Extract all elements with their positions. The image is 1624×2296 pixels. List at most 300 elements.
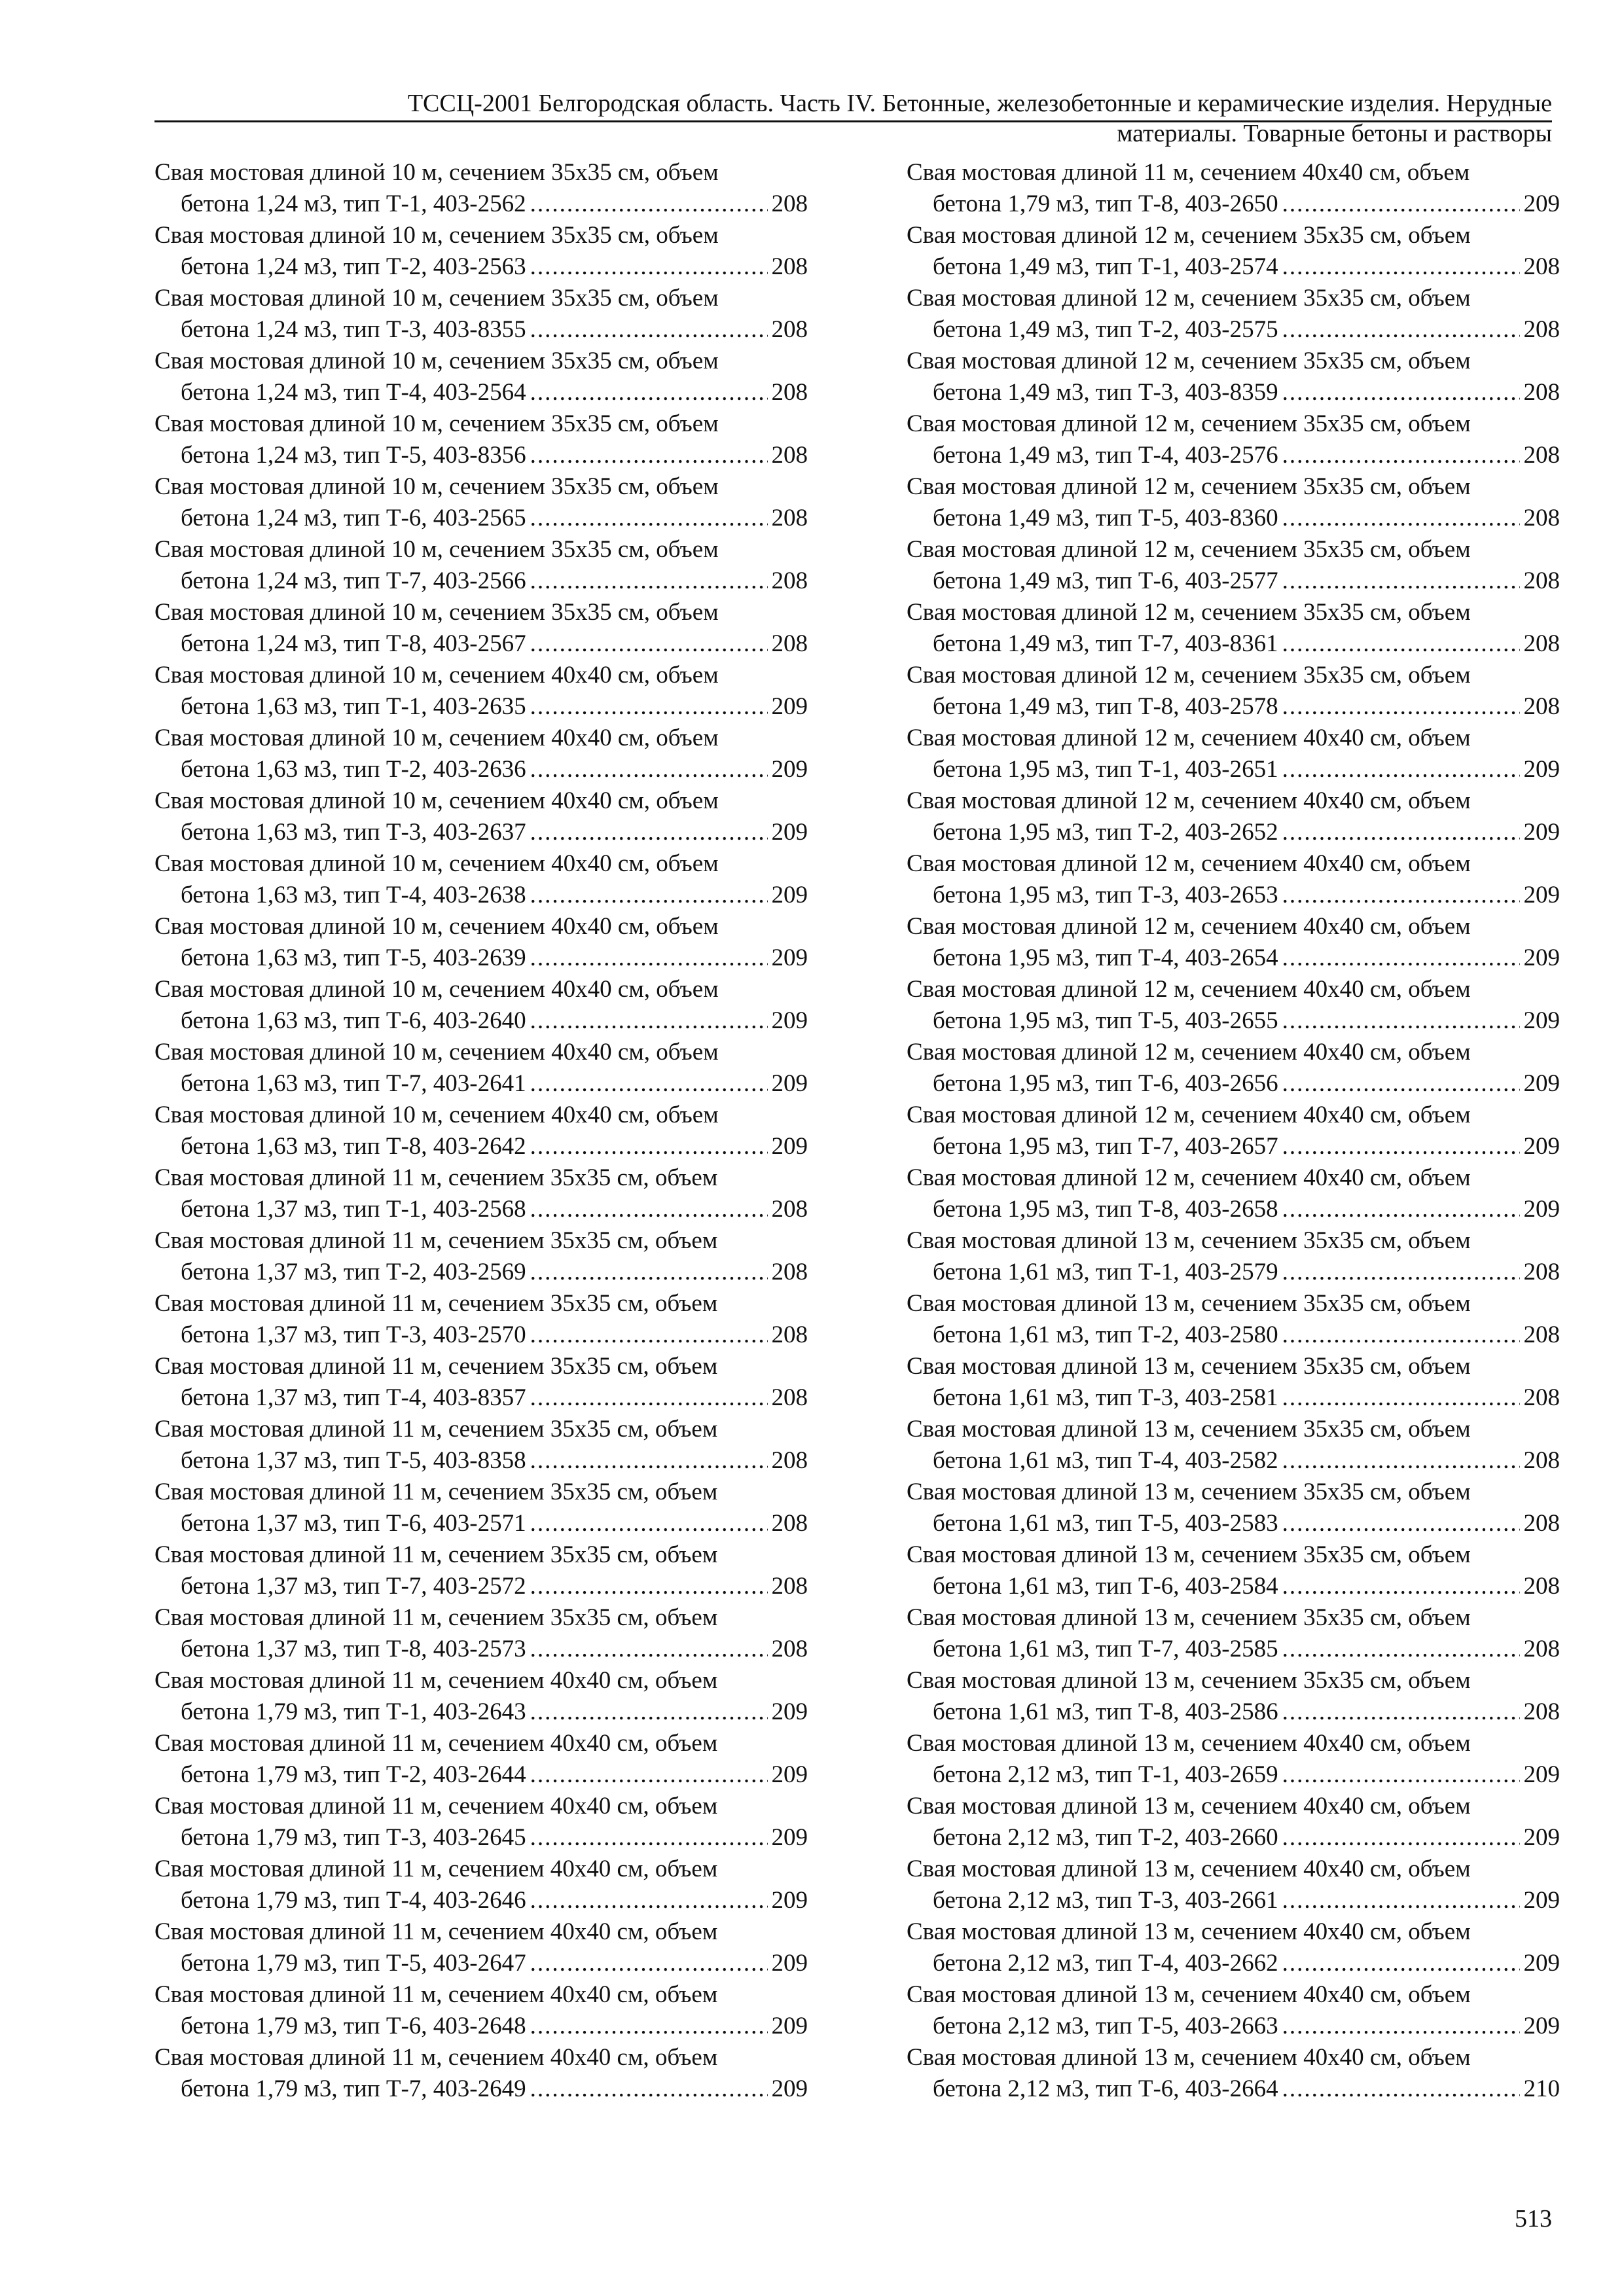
entry-page-ref: 209: [771, 882, 808, 908]
entry-detail: бетона 1,79 м3, тип Т-8, 403-2650: [933, 190, 1278, 217]
entry-page-ref: 208: [771, 1636, 808, 1662]
dot-leader: [530, 1131, 768, 1162]
dot-leader: [1282, 314, 1520, 346]
entry-title: Свая мостовая длиной 13 м, сечением 35х35 см, объем: [907, 1667, 1471, 1694]
entry-detail-line: [154, 1445, 808, 1477]
entry-detail-line: [907, 942, 1560, 974]
entry-detail-line: [154, 188, 808, 220]
entry-detail-line: [907, 1257, 1560, 1288]
entry-title: Свая мостовая длиной 10 м, сечением 40х40 см, объем: [154, 850, 719, 877]
entry-page-ref: 208: [1523, 1636, 1560, 1662]
entry-page-ref: 209: [771, 1007, 808, 1034]
entry-page-ref: 209: [771, 2013, 808, 2039]
index-entry: [154, 283, 808, 346]
entry-page-ref: 209: [1523, 1070, 1560, 1097]
entry-title: Свая мостовая длиной 11 м, сечением 35х35 см, объем: [154, 1604, 718, 1631]
dot-leader: [1282, 754, 1520, 785]
entry-detail-line: [907, 1948, 1560, 1979]
entry-title: Свая мостовая длиной 11 м, сечением 35х35 см, объем: [154, 1479, 718, 1505]
entry-title: Свая мостовая длиной 12 м, сечением 35х35 см, объем: [907, 222, 1471, 249]
entry-detail: бетона 1,24 м3, тип Т-2, 403-2563: [181, 253, 526, 280]
entry-detail: бетона 1,37 м3, тип Т-3, 403-2570: [181, 1321, 526, 1348]
entry-title: Свая мостовая длиной 10 м, сечением 35х35 см, объем: [154, 348, 719, 374]
dot-leader: [530, 1885, 768, 1916]
entry-detail-line: [154, 1822, 808, 1854]
entry-detail-line: [154, 691, 808, 723]
index-entry: [154, 1477, 808, 1539]
entry-title: Свая мостовая длиной 12 м, сечением 40х40 см, объем: [907, 1164, 1471, 1191]
entry-detail: бетона 1,49 м3, тип Т-2, 403-2575: [933, 316, 1278, 343]
entry-detail: бетона 2,12 м3, тип Т-5, 403-2663: [933, 2013, 1278, 2039]
index-entry: [907, 1477, 1560, 1539]
entry-page-ref: 209: [771, 1824, 808, 1851]
entry-detail-line: [154, 1319, 808, 1351]
entry-page-ref: 209: [771, 2075, 808, 2102]
dot-leader: [1282, 1571, 1520, 1602]
entry-detail-line: [154, 1382, 808, 1414]
dot-leader: [1282, 1759, 1520, 1791]
entry-title: Свая мостовая длиной 10 м, сечением 40х40 см, объем: [154, 1102, 719, 1128]
entry-title: Свая мостовая длиной 12 м, сечением 35х35 см, объем: [907, 285, 1471, 312]
entry-title: Свая мостовая длиной 13 м, сечением 40х40 см, объем: [907, 1918, 1471, 1945]
entry-title: Свая мостовая длиной 10 м, сечением 40х40 см, объем: [154, 725, 719, 751]
entry-title: Свая мостовая длиной 12 м, сечением 40х40 см, объем: [907, 850, 1471, 877]
entry-page-ref: 208: [1523, 1384, 1560, 1411]
index-entry: [907, 2042, 1560, 2105]
entry-title: Свая мостовая длиной 12 м, сечением 35х35 см, объем: [907, 348, 1471, 374]
dot-leader: [1282, 188, 1520, 220]
page-number: 513: [1515, 2205, 1552, 2233]
entry-detail: бетона 1,24 м3, тип Т-1, 403-2562: [181, 190, 526, 217]
entry-title: Свая мостовая длиной 11 м, сечением 35х35 см, объем: [154, 1416, 718, 1443]
entry-detail-line: [907, 1885, 1560, 1916]
dot-leader: [530, 2011, 768, 2042]
entry-title: Свая мостовая длиной 12 м, сечением 40х40 см, объем: [907, 913, 1471, 940]
entry-title: Свая мостовая длиной 12 м, сечением 35х35 см, объем: [907, 536, 1471, 563]
entry-page-ref: 209: [771, 819, 808, 846]
entry-detail-line: [907, 1445, 1560, 1477]
entry-page-ref: 209: [771, 1070, 808, 1097]
entry-detail: бетона 1,63 м3, тип Т-1, 403-2635: [181, 693, 526, 720]
entry-title: Свая мостовая длиной 13 м, сечением 40х40 см, объем: [907, 1856, 1471, 1882]
entry-detail: бетона 1,37 м3, тип Т-7, 403-2572: [181, 1573, 526, 1600]
entry-page-ref: 208: [1523, 253, 1560, 280]
entry-title: Свая мостовая длиной 12 м, сечением 40х40 см, объем: [907, 1102, 1471, 1128]
entry-page-ref: 210: [1523, 2075, 1560, 2102]
dot-leader: [1282, 251, 1520, 283]
entry-page-ref: 208: [1523, 1698, 1560, 1725]
entry-title: Свая мостовая длиной 12 м, сечением 35х35 см, объем: [907, 410, 1471, 437]
dot-leader: [530, 314, 768, 346]
dot-leader: [530, 440, 768, 471]
entry-detail-line: [154, 2011, 808, 2042]
dot-leader: [530, 691, 768, 723]
entry-detail: бетона 1,24 м3, тип Т-3, 403-8355: [181, 316, 526, 343]
entry-page-ref: 209: [771, 1887, 808, 1914]
entry-detail: бетона 1,49 м3, тип Т-5, 403-8360: [933, 505, 1278, 531]
entry-detail: бетона 1,79 м3, тип Т-1, 403-2643: [181, 1698, 526, 1725]
entry-detail: бетона 2,12 м3, тип Т-1, 403-2659: [933, 1761, 1278, 1788]
entry-page-ref: 208: [771, 190, 808, 217]
dot-leader: [530, 1571, 768, 1602]
dot-leader: [1282, 691, 1520, 723]
index-entry: [154, 534, 808, 597]
entry-page-ref: 209: [1523, 190, 1560, 217]
index-column-left: [154, 157, 808, 2105]
entry-detail-line: [154, 251, 808, 283]
dot-leader: [530, 1634, 768, 1665]
index-entry: [154, 157, 808, 220]
dot-leader: [530, 2073, 768, 2105]
entry-detail: бетона 1,24 м3, тип Т-8, 403-2567: [181, 630, 526, 657]
entry-detail-line: [907, 440, 1560, 471]
entry-detail-line: [154, 880, 808, 911]
entry-page-ref: 209: [771, 1950, 808, 1977]
index-entry: [154, 723, 808, 785]
entry-title: Свая мостовая длиной 12 м, сечением 40х40 см, объем: [907, 725, 1471, 751]
entry-detail: бетона 1,49 м3, тип Т-3, 403-8359: [933, 379, 1278, 406]
entry-page-ref: 208: [771, 379, 808, 406]
header-title-line1: ТССЦ-2001 Белгородская область. Часть IV. Бетонные, железобетонные и керамические изделия. Нерудные: [407, 90, 1552, 117]
index-entry: [907, 597, 1560, 660]
index-entry: [907, 1665, 1560, 1728]
dot-leader: [1282, 1257, 1520, 1288]
entry-detail: бетона 1,49 м3, тип Т-8, 403-2578: [933, 693, 1278, 720]
entry-page-ref: 208: [771, 1510, 808, 1537]
index-entry: [154, 1979, 808, 2042]
index-entry: [154, 1665, 808, 1728]
index-entry: [154, 408, 808, 471]
entry-detail-line: [907, 1571, 1560, 1602]
index-entry: [907, 1414, 1560, 1477]
dot-leader: [530, 188, 768, 220]
entry-detail-line: [154, 1194, 808, 1225]
entry-title: Свая мостовая длиной 10 м, сечением 40х40 см, объем: [154, 913, 719, 940]
dot-leader: [1282, 1194, 1520, 1225]
entry-title: Свая мостовая длиной 11 м, сечением 40х40 см, объем: [154, 1793, 718, 1820]
entry-detail: бетона 1,61 м3, тип Т-2, 403-2580: [933, 1321, 1278, 1348]
index-entry: [154, 597, 808, 660]
dot-leader: [1282, 1382, 1520, 1414]
entry-detail-line: [907, 2011, 1560, 2042]
entry-detail: бетона 1,37 м3, тип Т-4, 403-8357: [181, 1384, 526, 1411]
index-entry: [154, 220, 808, 283]
dot-leader: [530, 377, 768, 408]
entry-detail-line: [154, 1005, 808, 1037]
entry-page-ref: 208: [1523, 505, 1560, 531]
entry-title: Свая мостовая длиной 10 м, сечением 35х35 см, объем: [154, 410, 719, 437]
dot-leader: [1282, 1508, 1520, 1539]
entry-detail-line: [154, 628, 808, 660]
entry-page-ref: 209: [771, 1698, 808, 1725]
index-entry: [154, 911, 808, 974]
entry-detail: бетона 1,49 м3, тип Т-7, 403-8361: [933, 630, 1278, 657]
index-entry: [907, 1854, 1560, 1916]
entry-title: Свая мостовая длиной 11 м, сечением 35х35 см, объем: [154, 1353, 718, 1380]
index-entry: [154, 974, 808, 1037]
entry-detail: бетона 1,24 м3, тип Т-4, 403-2564: [181, 379, 526, 406]
entry-detail-line: [907, 754, 1560, 785]
dot-leader: [1282, 565, 1520, 597]
entry-title: Свая мостовая длиной 12 м, сечением 40х40 см, объем: [907, 1039, 1471, 1066]
entry-detail-line: [154, 754, 808, 785]
entry-title: Свая мостовая длиной 11 м, сечением 40х40 см, объем: [154, 1981, 718, 2008]
index-entry: [907, 1916, 1560, 1979]
entry-page-ref: 209: [771, 944, 808, 971]
index-entry: [154, 1100, 808, 1162]
index-entry: [907, 1791, 1560, 1854]
entry-detail-line: [154, 1068, 808, 1100]
index-entry: [907, 911, 1560, 974]
entry-title: Свая мостовая длиной 12 м, сечением 40х40 см, объем: [907, 787, 1471, 814]
entry-page-ref: 209: [1523, 756, 1560, 783]
entry-title: Свая мостовая длиной 13 м, сечением 40х40 см, объем: [907, 2044, 1471, 2071]
entry-title: Свая мостовая длиной 12 м, сечением 35х35 см, объем: [907, 599, 1471, 626]
entry-detail-line: [907, 314, 1560, 346]
dot-leader: [530, 1445, 768, 1477]
dot-leader: [530, 1194, 768, 1225]
dot-leader: [530, 1068, 768, 1100]
entry-title: Свая мостовая длиной 10 м, сечением 35х35 см, объем: [154, 159, 719, 186]
entry-title: Свая мостовая длиной 10 м, сечением 40х40 см, объем: [154, 976, 719, 1003]
entry-detail: бетона 1,37 м3, тип Т-8, 403-2573: [181, 1636, 526, 1662]
entry-page-ref: 209: [1523, 944, 1560, 971]
index-entry: [907, 1351, 1560, 1414]
entry-detail: бетона 1,79 м3, тип Т-3, 403-2645: [181, 1824, 526, 1851]
entry-title: Свая мостовая длиной 11 м, сечением 40х40 см, объем: [907, 159, 1470, 186]
dot-leader: [1282, 1068, 1520, 1100]
entry-title: Свая мостовая длиной 13 м, сечением 40х40 см, объем: [907, 1793, 1471, 1820]
entry-title: Свая мостовая длиной 10 м, сечением 35х35 см, объем: [154, 285, 719, 312]
header-title-line2: материалы. Товарные бетоны и растворы: [1117, 120, 1552, 147]
entry-page-ref: 208: [771, 1259, 808, 1285]
entry-detail: бетона 1,95 м3, тип Т-3, 403-2653: [933, 882, 1278, 908]
index-entry: [154, 346, 808, 408]
index-entry: [154, 1225, 808, 1288]
index-entry: [154, 1351, 808, 1414]
entry-detail: бетона 2,12 м3, тип Т-4, 403-2662: [933, 1950, 1278, 1977]
index-entry: [907, 220, 1560, 283]
entry-detail-line: [907, 188, 1560, 220]
entry-detail: бетона 1,61 м3, тип Т-5, 403-2583: [933, 1510, 1278, 1537]
entry-detail-line: [907, 503, 1560, 534]
entry-detail-line: [154, 942, 808, 974]
entry-title: Свая мостовая длиной 10 м, сечением 35х35 см, объем: [154, 536, 719, 563]
index-entry: [907, 157, 1560, 220]
index-entry: [907, 974, 1560, 1037]
dot-leader: [530, 503, 768, 534]
index-entry: [907, 534, 1560, 597]
entry-detail-line: [154, 2073, 808, 2105]
dot-leader: [1282, 1885, 1520, 1916]
entry-page-ref: 208: [771, 1573, 808, 1600]
entry-detail-line: [154, 1759, 808, 1791]
entry-detail: бетона 1,37 м3, тип Т-2, 403-2569: [181, 1259, 526, 1285]
index-entry: [907, 1037, 1560, 1100]
index-entry: [154, 1916, 808, 1979]
entry-page-ref: 208: [1523, 1573, 1560, 1600]
dot-leader: [530, 1005, 768, 1037]
entry-title: Свая мостовая длиной 13 м, сечением 35х35 см, объем: [907, 1479, 1471, 1505]
entry-page-ref: 209: [1523, 1761, 1560, 1788]
entry-page-ref: 208: [771, 1196, 808, 1223]
entry-detail: бетона 1,63 м3, тип Т-5, 403-2639: [181, 944, 526, 971]
entry-detail: бетона 2,12 м3, тип Т-6, 403-2664: [933, 2075, 1278, 2102]
index-entry: [907, 785, 1560, 848]
entry-detail: бетона 1,63 м3, тип Т-3, 403-2637: [181, 819, 526, 846]
entry-title: Свая мостовая длиной 11 м, сечением 40х40 см, объем: [154, 1918, 718, 1945]
entry-detail-line: [907, 691, 1560, 723]
entry-page-ref: 209: [1523, 1887, 1560, 1914]
entry-title: Свая мостовая длиной 11 м, сечением 40х40 см, объем: [154, 1730, 718, 1757]
entry-detail-line: [154, 1948, 808, 1979]
index-entry: [154, 1602, 808, 1665]
entry-detail: бетона 1,24 м3, тип Т-6, 403-2565: [181, 505, 526, 531]
index-entry: [907, 1728, 1560, 1791]
entry-title: Свая мостовая длиной 11 м, сечением 40х40 см, объем: [154, 2044, 718, 2071]
entry-title: Свая мостовая длиной 13 м, сечением 35х35 см, объем: [907, 1604, 1471, 1631]
index-entry: [907, 346, 1560, 408]
entry-page-ref: 208: [1523, 442, 1560, 469]
index-entry: [907, 283, 1560, 346]
entry-title: Свая мостовая длиной 10 м, сечением 35х35 см, объем: [154, 222, 719, 249]
entry-detail: бетона 1,79 м3, тип Т-5, 403-2647: [181, 1950, 526, 1977]
dot-leader: [1282, 817, 1520, 848]
entry-title: Свая мостовая длиной 13 м, сечением 35х35 см, объем: [907, 1416, 1471, 1443]
entry-title: Свая мостовая длиной 11 м, сечением 35х35 см, объем: [154, 1164, 718, 1191]
dot-leader: [530, 1822, 768, 1854]
index-entry: [907, 660, 1560, 723]
entry-detail: бетона 1,61 м3, тип Т-3, 403-2581: [933, 1384, 1278, 1411]
entry-detail-line: [907, 1319, 1560, 1351]
index-entry: [154, 2042, 808, 2105]
entry-page-ref: 209: [771, 1761, 808, 1788]
entry-detail: бетона 1,95 м3, тип Т-6, 403-2656: [933, 1070, 1278, 1097]
dot-leader: [530, 1696, 768, 1728]
entry-detail: бетона 1,79 м3, тип Т-4, 403-2646: [181, 1887, 526, 1914]
dot-leader: [530, 1759, 768, 1791]
entry-detail: бетона 1,63 м3, тип Т-6, 403-2640: [181, 1007, 526, 1034]
entry-detail-line: [907, 628, 1560, 660]
dot-leader: [530, 1508, 768, 1539]
entry-detail-line: [907, 1005, 1560, 1037]
entry-page-ref: 208: [1523, 379, 1560, 406]
entry-detail: бетона 2,12 м3, тип Т-2, 403-2660: [933, 1824, 1278, 1851]
dot-leader: [1282, 880, 1520, 911]
entry-page-ref: 208: [1523, 567, 1560, 594]
entry-page-ref: 208: [1523, 1321, 1560, 1348]
entry-title: Свая мостовая длиной 13 м, сечением 40х40 см, объем: [907, 1730, 1471, 1757]
entry-detail: бетона 1,61 м3, тип Т-7, 403-2585: [933, 1636, 1278, 1662]
entry-detail-line: [907, 1822, 1560, 1854]
index-entry: [154, 785, 808, 848]
entry-title: Свая мостовая длиной 11 м, сечением 35х35 см, объем: [154, 1227, 718, 1254]
entry-detail-line: [154, 565, 808, 597]
dot-leader: [1282, 942, 1520, 974]
entry-page-ref: 208: [771, 316, 808, 343]
entry-title: Свая мостовая длиной 11 м, сечением 40х40 см, объем: [154, 1856, 718, 1882]
running-header: [154, 80, 1552, 122]
dot-leader: [1282, 377, 1520, 408]
entry-title: Свая мостовая длиной 12 м, сечением 35х35 см, объем: [907, 473, 1471, 500]
entry-detail-line: [907, 1696, 1560, 1728]
entry-title: Свая мостовая длиной 10 м, сечением 35х35 см, объем: [154, 599, 719, 626]
dot-leader: [1282, 1822, 1520, 1854]
index-column-right: [907, 157, 1560, 2105]
entry-title: Свая мостовая длиной 10 м, сечением 40х40 см, объем: [154, 787, 719, 814]
index-entry: [154, 1854, 808, 1916]
entry-detail: бетона 1,37 м3, тип Т-1, 403-2568: [181, 1196, 526, 1223]
dot-leader: [530, 754, 768, 785]
entry-detail: бетона 1,95 м3, тип Т-1, 403-2651: [933, 756, 1278, 783]
index-entry: [154, 471, 808, 534]
index-entry: [907, 1602, 1560, 1665]
entry-detail-line: [907, 1508, 1560, 1539]
dot-leader: [1282, 1696, 1520, 1728]
index-entry: [154, 1414, 808, 1477]
dot-leader: [530, 628, 768, 660]
entry-detail-line: [154, 314, 808, 346]
entry-detail: бетона 1,37 м3, тип Т-6, 403-2571: [181, 1510, 526, 1537]
entry-page-ref: 208: [771, 1321, 808, 1348]
index-entry: [154, 1037, 808, 1100]
entry-title: Свая мостовая длиной 10 м, сечением 40х40 см, объем: [154, 662, 719, 689]
entry-detail: бетона 1,95 м3, тип Т-2, 403-2652: [933, 819, 1278, 846]
entry-detail-line: [907, 1759, 1560, 1791]
dot-leader: [1282, 440, 1520, 471]
entry-detail: бетона 1,79 м3, тип Т-7, 403-2649: [181, 2075, 526, 2102]
dot-leader: [530, 880, 768, 911]
entry-title: Свая мостовая длиной 11 м, сечением 35х35 см, объем: [154, 1541, 718, 1568]
entry-detail-line: [154, 503, 808, 534]
index-entry: [154, 1162, 808, 1225]
entry-detail-line: [154, 1508, 808, 1539]
index-entry: [154, 1728, 808, 1791]
entry-title: Свая мостовая длиной 13 м, сечением 35х35 см, объем: [907, 1290, 1471, 1317]
index-entry: [154, 1539, 808, 1602]
index-entry: [907, 1225, 1560, 1288]
entry-detail: бетона 1,49 м3, тип Т-6, 403-2577: [933, 567, 1278, 594]
entry-page-ref: 208: [771, 1447, 808, 1474]
entry-page-ref: 208: [771, 253, 808, 280]
entry-detail-line: [907, 1131, 1560, 1162]
dot-leader: [1282, 1131, 1520, 1162]
entry-page-ref: 209: [1523, 1133, 1560, 1160]
entry-detail-line: [154, 1571, 808, 1602]
entry-detail: бетона 1,79 м3, тип Т-2, 403-2644: [181, 1761, 526, 1788]
entry-detail: бетона 1,63 м3, тип Т-4, 403-2638: [181, 882, 526, 908]
entry-detail: бетона 1,63 м3, тип Т-8, 403-2642: [181, 1133, 526, 1160]
entry-detail: бетона 1,61 м3, тип Т-8, 403-2586: [933, 1698, 1278, 1725]
entry-title: Свая мостовая длиной 10 м, сечением 35х35 см, объем: [154, 473, 719, 500]
index-entry: [907, 723, 1560, 785]
entry-detail-line: [907, 565, 1560, 597]
entry-detail: бетона 1,63 м3, тип Т-2, 403-2636: [181, 756, 526, 783]
entry-detail: бетона 1,95 м3, тип Т-8, 403-2658: [933, 1196, 1278, 1223]
entry-detail-line: [154, 1257, 808, 1288]
index-entry: [907, 848, 1560, 911]
entry-detail-line: [907, 251, 1560, 283]
entry-detail: бетона 1,61 м3, тип Т-4, 403-2582: [933, 1447, 1278, 1474]
dot-leader: [1282, 1319, 1520, 1351]
index-entry: [154, 848, 808, 911]
entry-detail-line: [154, 1885, 808, 1916]
entry-detail: бетона 1,61 м3, тип Т-1, 403-2579: [933, 1259, 1278, 1285]
entry-title: Свая мостовая длиной 12 м, сечением 35х35 см, объем: [907, 662, 1471, 689]
dot-leader: [1282, 1634, 1520, 1665]
index-entry: [907, 1539, 1560, 1602]
entry-page-ref: 208: [771, 567, 808, 594]
